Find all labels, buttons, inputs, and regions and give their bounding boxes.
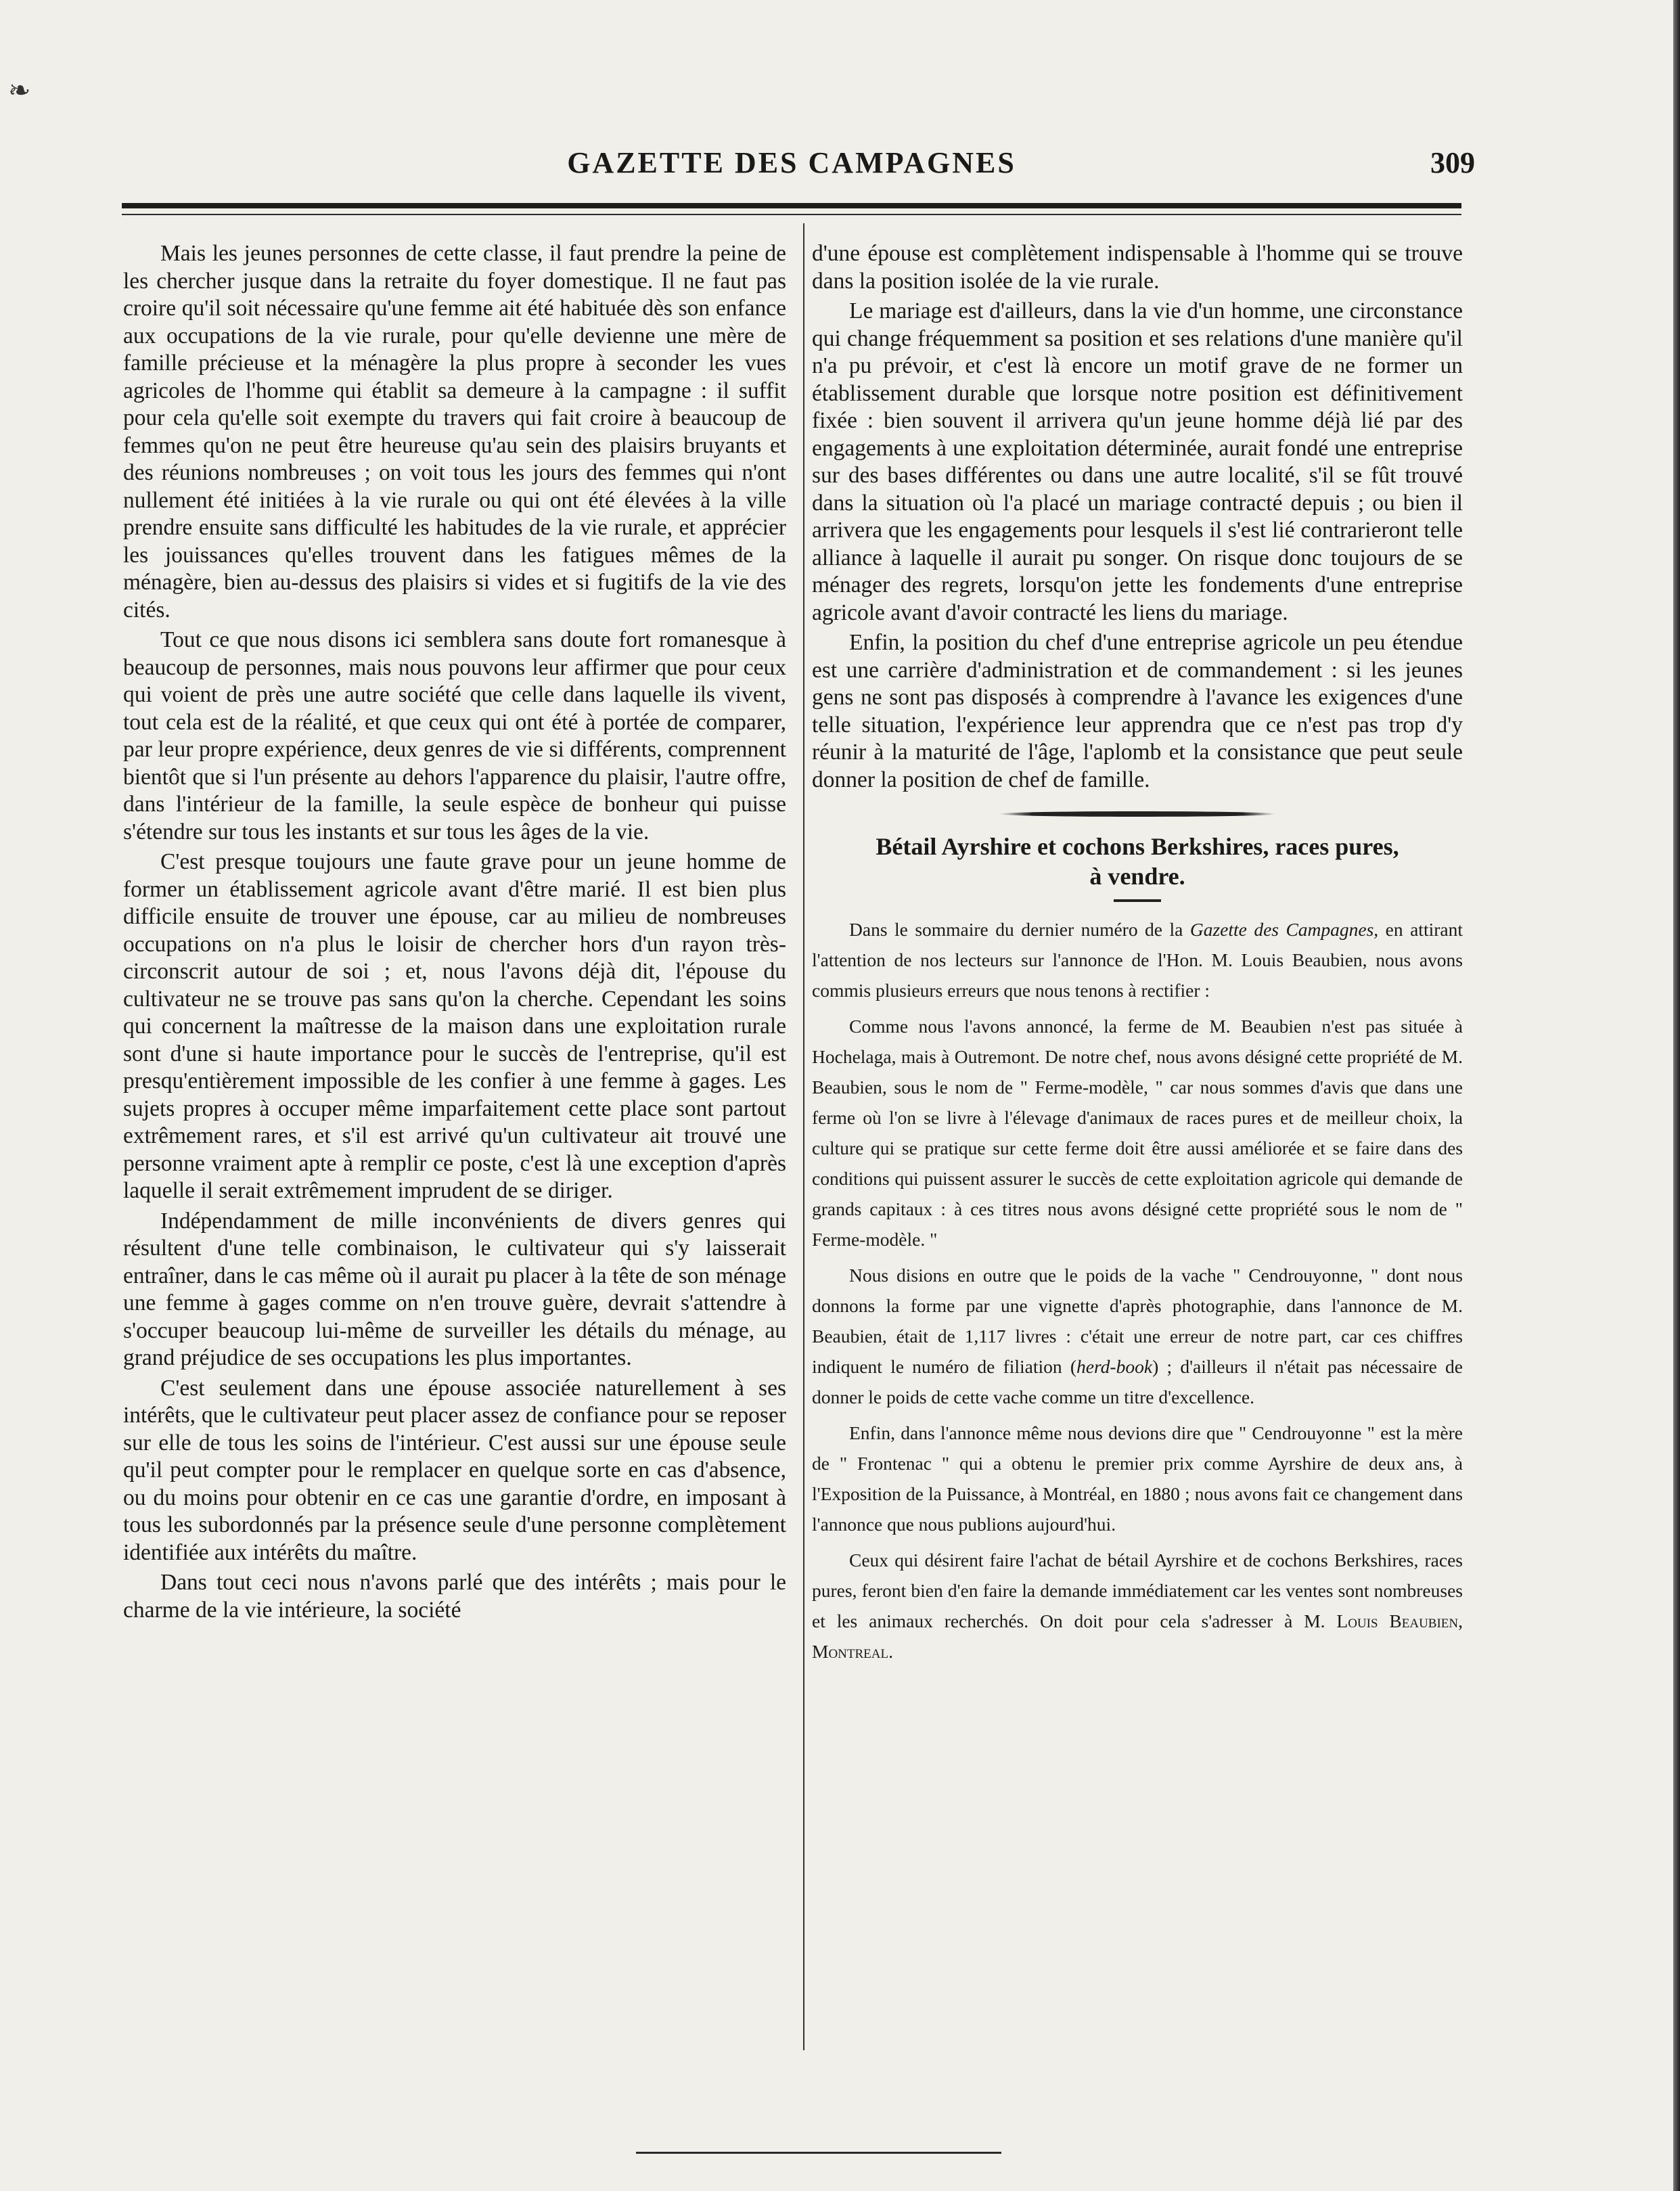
right-column <box>812 240 1463 1672</box>
notice-title-line-1: Bétail Ayrshire et cochons Berkshires, races pures, <box>876 833 1399 860</box>
notice-p5-text-a: Ceux qui désirent faire l'achat de bétail Ayrshire et de cochons Berkshires, races pures, feront bien d'en faire la demande immédiatement car les ventes sont nombreuses et les animaux recherchés. On doit pour cela s'adresser à <box>812 1550 1463 1631</box>
left-paragraph-4: Indépendamment de mille inconvénients de divers genres qui résultent d'une telle combinaison, le cultivateur qui s'y laisserait entraîner, dans le cas même où il aurait pu placer à la tête de son ménage une femme à gages comme on n'en trouve guère, devrait s'attendre à s'occuper beaucoup lui-même de surveiller les détails du ménage, au grand préjudice de ses occupations les plus importantes. <box>123 1208 786 1370</box>
notice-paragraph-2: Comme nous l'avons annoncé, la ferme de M. Beaubien n'est pas située à Hochelaga, mais à Outremont. De notre chef, nous avons désigné cette propriété de M. Beaubien, sous le nom de " Ferme-modèle, " car nous sommes d'avis que dans une ferme où l'on se livre à l'élevage d'animaux de races pures et de meilleur choix, la culture qui se pratique sur cette ferme doit être aussi améliorée et se faire dans des conditions qui puissent assurer le succès de cette exploitation agricole qui demande de grands capitaux : à ces titres nous avons désigné cette propriété sous le nom de " Ferme-modèle. " <box>812 1016 1463 1250</box>
notice-p1-italic: Gazette des Campagnes, <box>1189 919 1379 940</box>
footer-rule <box>636 2152 1001 2154</box>
notice-title-line-2: à vendre. <box>1089 863 1185 890</box>
left-paragraph-5: C'est seulement dans une épouse associée naturellement à ses intérêts, que le cultivateur peut placer assez de confiance pour se reposer sur elle de tous les soins de l'intérieur. C'est aussi sur une épouse seule qu'il peut compter pour le remplacer en quelque sorte en cas d'absence, ou du moins pour obtenir en ce cas une garantie d'ordre, en imposant à tous les subordonnés par la présence seule d'une personne complètement identifiée aux intérêts du maître. <box>123 1375 786 1565</box>
header-rule-thin <box>122 214 1461 215</box>
notice-p5-address: M. Louis Beaubien, Montreal. <box>812 1610 1463 1662</box>
masthead <box>122 145 1475 186</box>
left-paragraph-6: Dans tout ceci nous n'avons parlé que des intérêts ; mais pour le charme de la vie intérieure, la société <box>123 1570 786 1623</box>
notice-paragraph-5 <box>812 1545 1463 1667</box>
page-number: 309 <box>1430 146 1475 179</box>
right-paragraph-1: Le mariage est d'ailleurs, dans la vie d'un homme, une circonstance qui change fréquemment sa position et ses relations d'une manière qu'il n'a pu prévoir, et c'est là encore un motif grave de ne former un établissement durable que lorsque notre position est définitivement fixée : bien souvent il arrivera qu'un jeune homme déjà lié par des engagements à une exploitation déterminée, aurait fondé une entreprise sur des bases différentes ou dans une autre localité, s'il se fût trouvé dans la situation où l'a placé un mariage contracté depuis ; ou bien il arrivera que les engagements pour lesquels il s'est lié contrarieront telle alliance à laquelle il aurait pu songer. On risque donc toujours de se ménager des regrets, lorsqu'on jette les fondements d'une entreprise agricole avant d'avoir contracté les liens du mariage. <box>812 298 1463 625</box>
notice-paragraph-1 <box>812 914 1463 1006</box>
notice-title-rule <box>1114 899 1161 902</box>
publication-title: GAZETTE DES CAMPAGNES <box>567 146 1016 179</box>
column-divider <box>803 223 804 2050</box>
notice-p3-italic: herd-book <box>1076 1356 1153 1377</box>
notice-paragraph-3 <box>812 1260 1463 1412</box>
notice-title <box>812 832 1463 891</box>
notice-p1-text-b: en attirant l'attention de nos lecteurs sur l'annonce de l'Hon. M. Louis Beaubien, nous avons commis plusieurs erreurs que nous tenons à rectifier : <box>812 919 1463 1001</box>
section-divider-ornament <box>999 811 1276 817</box>
notice-body <box>812 914 1463 1667</box>
right-continuation: d'une épouse est complètement indispensable à l'homme qui se trouve dans la position isolée de la vie rurale. <box>812 241 1463 294</box>
left-column <box>123 240 786 1624</box>
corner-stamp-icon: ❧ <box>8 75 31 106</box>
notice-p1-text-a: Dans le sommaire du dernier numéro de la <box>849 919 1190 940</box>
notice-paragraph-4: Enfin, dans l'annonce même nous devions dire que " Cendrouyonne " est la mère de " Frontenac " qui a obtenu le premier prix comme Ayrshire de deux ans, à l'Exposition de la Puissance, à Montréal, en 1880 ; nous avons fait ce changement dans l'annonce que nous publions aujourd'hui. <box>812 1422 1463 1535</box>
notice-p3-text-b: ) ; d'ailleurs il n'était pas nécessaire de donner le poids de cette vache comme un titre d'excellence. <box>812 1356 1463 1407</box>
left-paragraph-2: Tout ce que nous disons ici semblera sans doute fort romanesque à beaucoup de personnes, mais nous pouvons leur affirmer que pour ceux qui voient de près une autre société que celle dans laquelle ils vivent, tout cela est de la réalité, et que ceux qui ont été à portée de comparer, par leur propre expérience, deux genres de vie si différents, comprennent bientôt que si l'un présente au dehors l'apparence du plaisir, l'autre offre, dans l'intérieur de la famille, la seule espèce de bonheur qui puisse s'étendre sur tous les instants et sur tous les âges de la vie. <box>123 627 786 844</box>
scan-edge-shadow <box>1673 0 1680 2191</box>
right-paragraph-2: Enfin, la position du chef d'une entreprise agricole un peu étendue est une carrière d'administration et de commandement : si les jeunes gens ne sont pas disposés à comprendre à l'avance les exigences d'une telle situation, l'expérience leur apprendra que ce n'est pas trop d'y réunir à la maturité de l'âge, l'aplomb et la consistance que peut seule donner la position de chef de famille. <box>812 630 1463 792</box>
left-paragraph-1: Mais les jeunes personnes de cette classe, il faut prendre la peine de les chercher jusque dans la retraite du foyer domestique. Il ne faut pas croire qu'il soit nécessaire qu'une femme ait été habituée dès son enfance aux occupations de la vie rurale, pour qu'elle devienne une mère de famille précieuse et la ménagère la plus propre à seconder les vues agricoles de l'homme qui établit sa demeure à la campagne : il suffit pour cela qu'elle soit exempte du travers qui fait croire à beaucoup de femmes qu'on ne peut être heureuse qu'au sein des plaisirs bruyants et des réunions nombreuses ; on voit tous les jours des femmes qui n'ont nullement été initiées à la vie rurale ou qui ont été élevées à la ville prendre ensuite sans difficulté les habitudes de la vie rurale, et apprécier les jouissances qu'elles trouvent dans les fatigues mêmes de la ménagère, bien au-dessus des plaisirs si vides et si fugitifs de la vie des cités. <box>123 241 786 623</box>
left-paragraph-3: C'est presque toujours une faute grave pour un jeune homme de former un établissement agricole avant d'être marié. Il est bien plus difficile ensuite de trouver une épouse, car au milieu de nombreuses occupations on n'a plus le loisir de chercher hors d'un rayon très-circonscrit autour de soi ; et, nous l'avons déjà dit, l'épouse du cultivateur ne se trouve pas sans qu'on la cherche. Cependant les soins qui concernent la maîtresse de la maison dans une exploitation rurale sont d'une si haute importance pour le succès de l'entreprise, qu'il est presqu'entièrement impossible de les confier à une femme à gages. Les sujets propres à occuper même imparfaitement cette place sont partout extrêmement rares, et s'il est arrivé qu'un cultivateur ait trouvé une personne vraiment apte à remplir ce poste, c'est là une exception d'après laquelle il serait extrêmement imprudent de se diriger. <box>123 849 786 1203</box>
notice-p3-text-a: Nous disions en outre que le poids de la vache " Cendrouyonne, " dont nous donnons la forme par une vignette d'après photographie, dans l'annonce de M. Beaubien, était de 1,117 livres : c'était une erreur de notre part, car ces chiffres indiquent le numéro de filiation ( <box>812 1265 1463 1377</box>
header-rule-thick <box>122 203 1461 208</box>
